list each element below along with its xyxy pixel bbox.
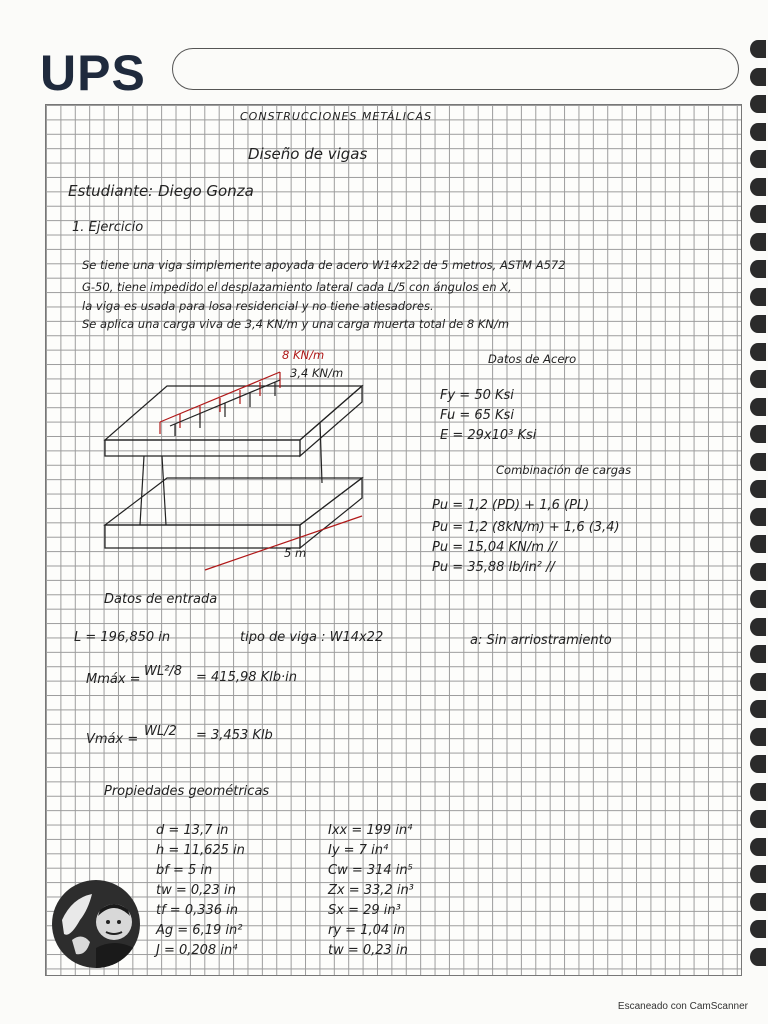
geom-left: J = 0,208 in⁴: [156, 943, 238, 958]
binding-ring: [750, 480, 766, 498]
binding-ring: [750, 288, 766, 306]
binding-ring: [750, 178, 766, 196]
fu-value: Fu = 65 Ksi: [440, 408, 514, 423]
geom-right: Ixx = 199 in⁴: [328, 823, 413, 838]
binding-ring: [750, 205, 766, 223]
ups-logo: UPS: [40, 45, 146, 101]
input-data-title: Datos de entrada: [104, 592, 218, 607]
student-line: Estudiante: Diego Gonza: [68, 182, 254, 200]
mmax-label: Mmáx =: [86, 672, 141, 687]
geom-right: tw = 0,23 in: [328, 943, 408, 958]
geom-left: h = 11,625 in: [156, 843, 245, 858]
geom-right: ry = 1,04 in: [328, 923, 406, 938]
binding-ring: [750, 68, 766, 86]
binding-ring: [750, 590, 766, 608]
bracing-note: a: Sin arriostramiento: [470, 633, 612, 648]
beam-type: tipo de viga : W14x22: [240, 630, 384, 645]
binding-ring: [750, 948, 766, 966]
span-label: 5 m: [284, 546, 307, 560]
mmax-formula: WL²/8: [144, 664, 182, 679]
load-combination-title: Combinación de cargas: [496, 463, 632, 477]
spiral-binding: [746, 40, 768, 980]
binding-ring: [750, 315, 766, 333]
geom-left: tf = 0,336 in: [156, 903, 239, 918]
binding-ring: [750, 618, 766, 636]
problem-line: la viga es usada para losa residencial y no tiene atiesadores.: [82, 299, 434, 313]
vmax-formula: WL/2: [144, 724, 177, 739]
binding-ring: [750, 673, 766, 691]
binding-ring: [750, 150, 766, 168]
length-value: L = 196,850 in: [74, 630, 171, 645]
university-seal: [52, 880, 140, 968]
problem-line: Se aplica una carga viva de 3,4 KN/m y una carga muerta total de 8 KN/m: [82, 317, 510, 331]
dead-load-label: 8 KN/m: [282, 348, 325, 362]
problem-line: Se tiene una viga simplemente apoyada de acero W14x22 de 5 metros, ASTM A572: [82, 258, 566, 272]
e-value: E = 29x10³ Ksi: [440, 428, 537, 443]
binding-ring: [750, 370, 766, 388]
beam-diagram: [100, 348, 380, 578]
geom-right: Zx = 33,2 in³: [328, 883, 414, 898]
binding-ring: [750, 398, 766, 416]
geom-left: tw = 0,23 in: [156, 883, 236, 898]
exercise-label: 1. Ejercicio: [72, 220, 144, 235]
top-flange-front: [105, 440, 300, 456]
binding-ring: [750, 508, 766, 526]
binding-ring: [750, 233, 766, 251]
course-title: CONSTRUCCIONES METÁLICAS: [240, 110, 433, 123]
binding-ring: [750, 865, 766, 883]
binding-ring: [750, 783, 766, 801]
binding-ring: [750, 920, 766, 938]
binding-ring: [750, 535, 766, 553]
geom-right: Cw = 314 in⁵: [328, 863, 413, 878]
binding-ring: [750, 893, 766, 911]
binding-ring: [750, 700, 766, 718]
binding-ring: [750, 755, 766, 773]
geom-right: Iy = 7 in⁴: [328, 843, 389, 858]
vmax-label: Vmáx =: [86, 732, 139, 747]
topic-title: Diseño de vigas: [248, 145, 368, 163]
scanner-footer: Escaneado con CamScanner: [617, 1001, 748, 1012]
geom-right: Sx = 29 in³: [328, 903, 401, 918]
binding-ring: [750, 728, 766, 746]
binding-ring: [750, 260, 766, 278]
binding-ring: [750, 563, 766, 581]
geom-left: d = 13,7 in: [156, 823, 229, 838]
geom-left: Ag = 6,19 in²: [156, 923, 243, 938]
combination-line: Pu = 1,2 (8kN/m) + 1,6 (3,4): [432, 520, 620, 535]
combination-line: Pu = 15,04 KN/m //: [432, 540, 557, 555]
binding-ring: [750, 40, 766, 58]
name-box: [172, 48, 739, 90]
binding-ring: [750, 123, 766, 141]
fy-value: Fy = 50 Ksi: [440, 388, 514, 403]
vmax-value: = 3,453 Klb: [196, 728, 273, 743]
binding-ring: [750, 425, 766, 443]
binding-ring: [750, 838, 766, 856]
geom-left: bf = 5 in: [156, 863, 213, 878]
live-load-label: 3,4 KN/m: [290, 366, 344, 380]
combination-line: Pu = 35,88 lb/in² //: [432, 560, 555, 575]
mmax-value: = 415,98 Klb·in: [196, 670, 298, 685]
binding-ring: [750, 453, 766, 471]
problem-line: G-50, tiene impedido el desplazamiento lateral cada L/5 con ángulos en X,: [82, 280, 512, 294]
binding-ring: [750, 645, 766, 663]
top-flange: [105, 386, 362, 440]
combination-line: Pu = 1,2 (PD) + 1,6 (PL): [432, 498, 590, 513]
binding-ring: [750, 95, 766, 113]
geometric-title: Propiedades geométricas: [104, 784, 270, 799]
binding-ring: [750, 343, 766, 361]
binding-ring: [750, 810, 766, 828]
steel-data-title: Datos de Acero: [488, 352, 577, 366]
